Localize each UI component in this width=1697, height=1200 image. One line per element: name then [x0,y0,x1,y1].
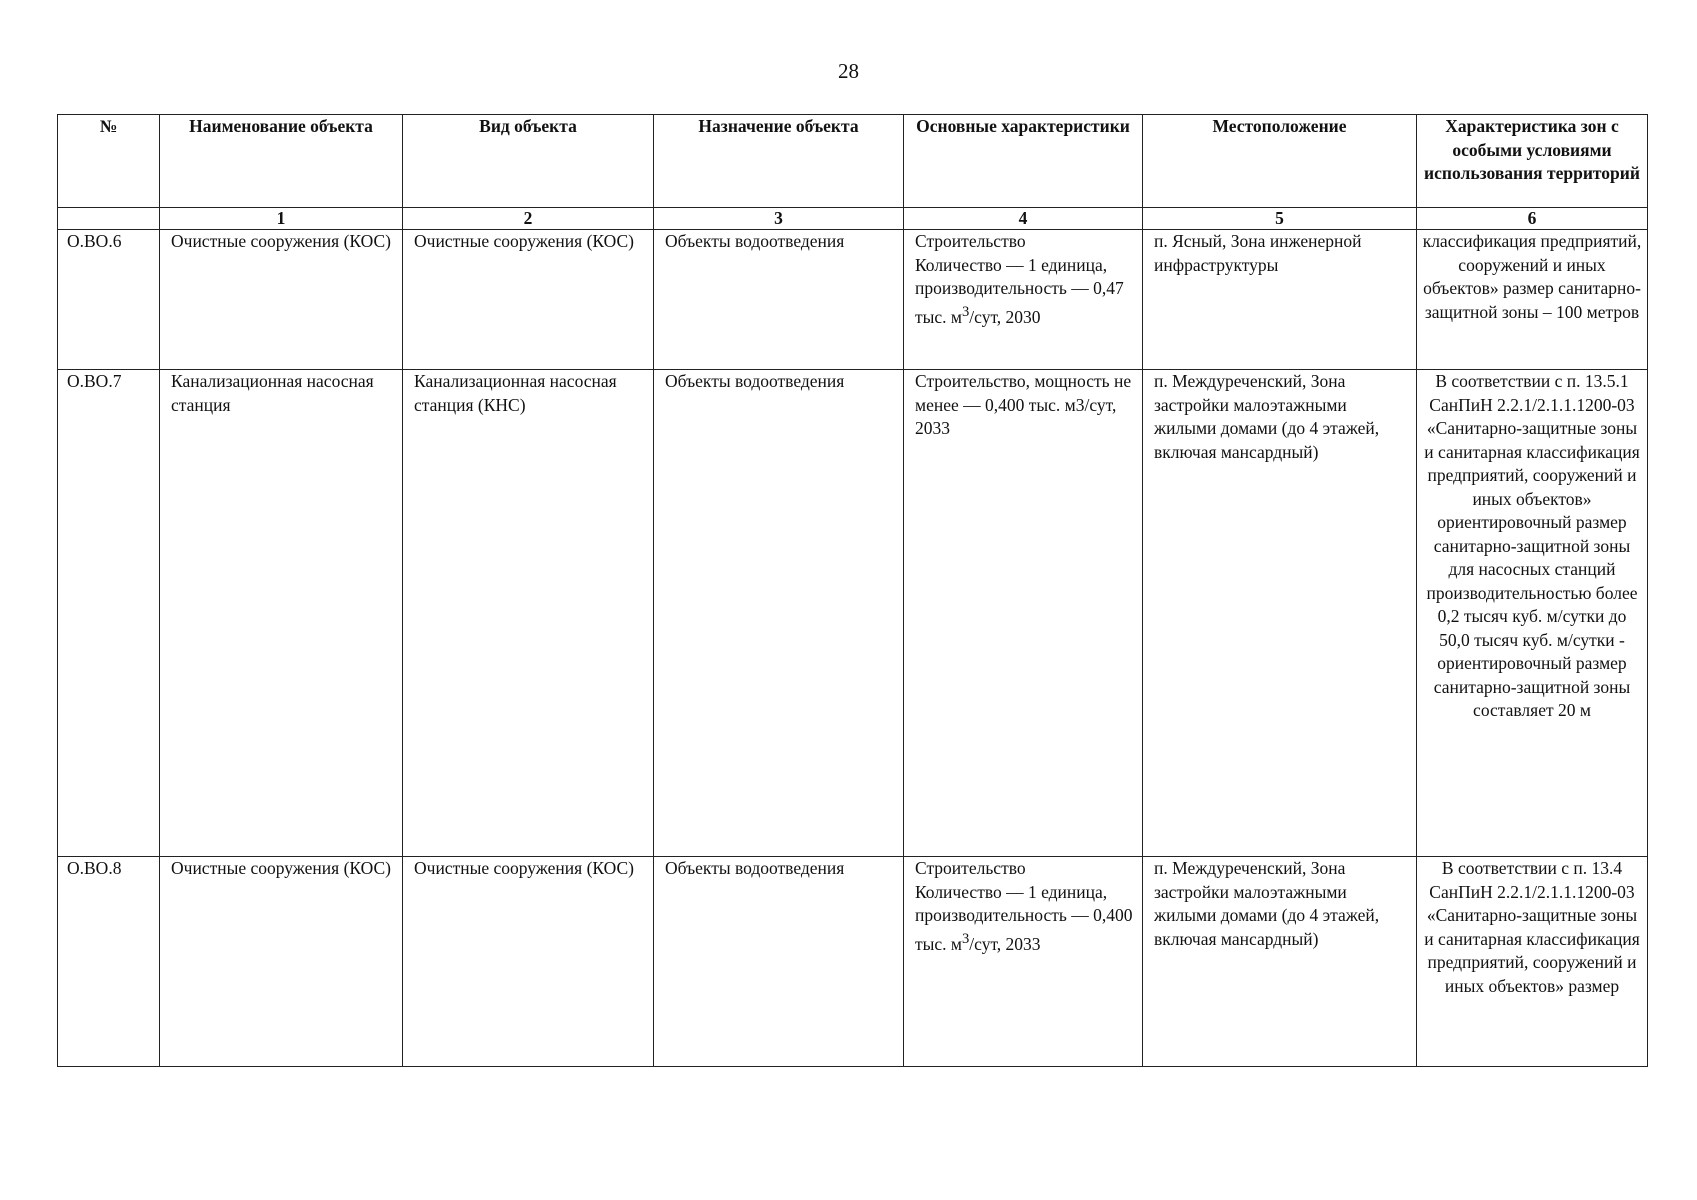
row-number-cell: О.ВО.8 [58,857,160,1067]
superscript: 3 [962,303,970,320]
object-type-cell: Очистные сооружения (КОС) [403,857,654,1067]
column-number-row [58,208,1648,230]
table-row [58,857,1648,1067]
zone-characteristics-cell: В соответствии с п. 13.5.1 СанПиН 2.2.1/2.1.1.1200-03 «Санитарно-защитные зоны и санитарная классификация предприятий, сооружений и иных объектов» ориентировочный размер санитарно-защитной зоны для насосных станций производительностью более 0,2 тысяч куб. м/сутки до 50,0 тысяч куб. м/сутки - ориентировочный размер санитарно-защитной зоны составляет 20 м [1417,370,1648,857]
characteristics-cell [904,857,1143,1067]
column-number [58,208,160,230]
characteristics-cell [904,370,1143,857]
column-number: 1 [160,208,403,230]
header-main-characteristics: Основные характеристики [904,115,1143,208]
object-purpose-cell: Объекты водоотведения [654,370,904,857]
characteristics-cell [904,230,1143,370]
characteristics-text-end: /сут, 2033 [969,933,1041,954]
page-number: 28 [838,59,859,83]
object-name-cell: Очистные сооружения (КОС) [160,857,403,1067]
zone-characteristics-cell: классификация предприятий, сооружений и иных объектов» размер санитарно-защитной зоны – 100 метров [1417,230,1648,370]
column-number: 2 [403,208,654,230]
characteristics-text: Строительство Количество — 1 единица, производительность — 0,47 тыс. м [915,231,1124,327]
column-number: 4 [904,208,1143,230]
header-object-type: Вид объекта [403,115,654,208]
header-object-name: Наименование объекта [160,115,403,208]
location-cell: п. Междуреченский, Зона застройки малоэтажными жилыми домами (до 4 этажей, включая мансардный) [1143,857,1417,1067]
location-cell: п. Ясный, Зона инженерной инфраструктуры [1143,230,1417,370]
header-location: Местоположение [1143,115,1417,208]
object-type-cell: Очистные сооружения (КОС) [403,230,654,370]
object-purpose-cell: Объекты водоотведения [654,230,904,370]
characteristics-text: Строительство, мощность не менее — 0,400 тыс. м3/сут, 2033 [915,371,1132,438]
location-cell: п. Междуреченский, Зона застройки малоэтажными жилыми домами (до 4 этажей, включая мансардный) [1143,370,1417,857]
zone-characteristics-cell: В соответствии с п. 13.4 СанПиН 2.2.1/2.1.1.1200-03 «Санитарно-защитные зоны и санитарная классификация предприятий, сооружений и иных объектов» размер [1417,857,1648,1067]
objects-table [57,114,1648,1067]
table-row [58,230,1648,370]
object-name-cell: Канализационная насосная станция [160,370,403,857]
column-number: 3 [654,208,904,230]
header-zone-characteristics: Характеристика зон с особыми условиями использования территорий [1417,115,1648,208]
row-number-cell: О.ВО.7 [58,370,160,857]
characteristics-text: Строительство Количество — 1 единица, производительность — 0,400 тыс. м [915,858,1133,954]
object-name-cell: Очистные сооружения (КОС) [160,230,403,370]
column-number: 5 [1143,208,1417,230]
header-number: № [58,115,160,208]
superscript: 3 [962,930,970,947]
characteristics-text-end: /сут, 2030 [969,306,1041,327]
table-row [58,370,1648,857]
object-type-cell: Канализационная насосная станция (КНС) [403,370,654,857]
table-header-row [58,115,1648,208]
row-number-cell: О.ВО.6 [58,230,160,370]
object-purpose-cell: Объекты водоотведения [654,857,904,1067]
header-object-purpose: Назначение объекта [654,115,904,208]
column-number: 6 [1417,208,1648,230]
